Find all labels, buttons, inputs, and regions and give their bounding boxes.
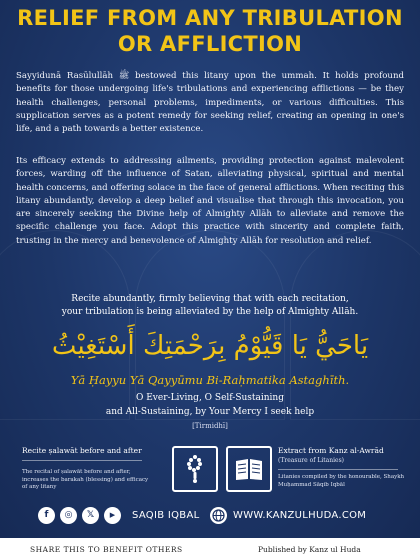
page-title: RELIEF FROM ANY TRIBULATION OR AFFLICTION — [17, 6, 403, 56]
prayer-beads-icon — [172, 446, 218, 492]
youtube-icon[interactable]: ▶ — [104, 507, 121, 524]
recite-instruction — [20, 293, 400, 319]
kanz-heading: Extract from Kanz al-Awrād — [278, 446, 384, 455]
source-reference: [Tirmidhī] — [192, 422, 228, 430]
instagram-icon[interactable]: ◎ — [60, 507, 77, 524]
salawat-note — [22, 446, 152, 492]
efficacy-paragraph: Its efficacy extends to addressing ailments, providing protection against malevolent forces, warding off the influence of Satan, alleviating physical, spiritual and mental health concerns, and offering solace in the face of general afflictions. When reciting this litany abundantly, develop a deep belief and visualise that through this invocation, you are sincerely seeking the Divine help of Almighty Allāh to alleviate and remove the specific challenge you face. Adopt this practice with sincerity and complete faith, trusting in the mercy and benevolence of Almighty Allāh for resolution and relief. — [16, 156, 404, 246]
translation-line: O Ever-Living, O Self-Sustaining — [136, 393, 284, 403]
contact-row — [0, 505, 420, 527]
share-text: SHARE THIS TO BENEFIT OTHERS — [30, 545, 183, 554]
divider — [278, 469, 398, 470]
globe-icon — [210, 507, 227, 524]
recite-line: Recite abundantly, firmly believing that with each recitation, — [71, 294, 349, 304]
info-row — [0, 446, 420, 501]
arabic-supplication: يَاحَيُّ يَا قَيُّوْمُ بِرَحْمَتِكَ أَسْتَغِيْثُ — [51, 331, 369, 361]
kanz-extract-note — [278, 446, 408, 489]
transliteration: Yā Ḥayyu Yā Qayyūmu Bi-Raḥmatika Astaghīth. — [70, 373, 350, 387]
translation — [20, 392, 400, 419]
kanz-text: Litanies compiled by the honourable, Shaykh Muḥammad Sāqib Iqbāl — [278, 474, 405, 488]
publisher-text: Published by Kanz ul Huda — [258, 545, 361, 554]
kanz-subheading: (Treasure of Litanies) — [278, 457, 344, 464]
salawat-heading: Recite ṣalawāt before and after — [22, 446, 142, 455]
social-handle[interactable]: SAQIB IQBAL — [132, 510, 200, 521]
open-book-icon — [226, 446, 272, 492]
translation-line: and All-Sustaining, by Your Mercy I seek help — [105, 406, 315, 417]
footer — [0, 538, 420, 560]
recite-line: your tribulation is being alleviated by the help of Almighty Allāh. — [61, 307, 359, 317]
salawat-text: The recital of ṣalawāt before and after, increases the barakah (blessing) and efficacy of any litany — [22, 469, 149, 490]
facebook-icon[interactable]: f — [38, 507, 55, 524]
website-link[interactable]: WWW.KANZULHUDA.COM — [233, 510, 367, 521]
divider — [22, 460, 142, 461]
x-icon[interactable]: 𝕏 — [82, 507, 99, 524]
intro-paragraph: Sayyidunā Rasūlullāh ﷺ bestowed this litany upon the ummah. It holds profound benefits for those undergoing life's tribulations and experiencing afflictions — be they health challenges, personal problems, impediments, or various difficulties. This supplication serves as a potent remedy for seeking relief, creating an opening in one's life, and a path towards a better existence. — [16, 71, 404, 135]
